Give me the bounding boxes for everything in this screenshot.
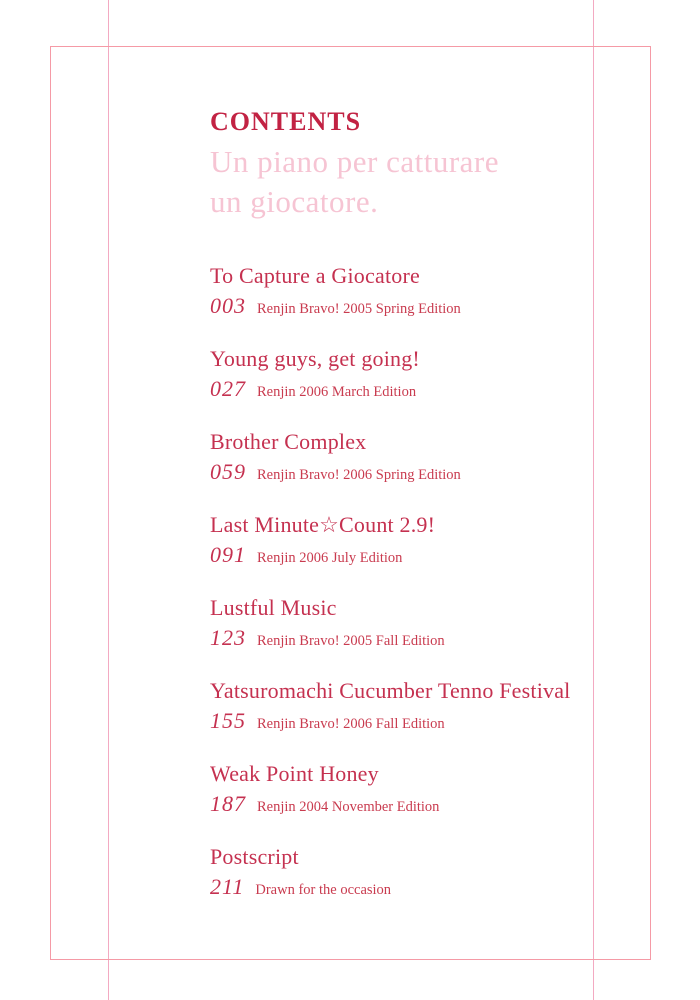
subtitle-line-1: Un piano per catturare [210, 144, 500, 179]
chapter-meta [210, 542, 630, 571]
page-number: 091 [210, 542, 246, 567]
toc-entry [210, 843, 630, 903]
chapter-meta [210, 874, 630, 903]
subtitle-line-2: un giocatore. [210, 184, 379, 219]
source-edition: Renjin Bravo! 2005 Fall Edition [257, 633, 445, 649]
chapter-meta [210, 459, 630, 488]
toc-list [210, 262, 630, 903]
source-edition: Renjin Bravo! 2006 Spring Edition [257, 467, 461, 483]
chapter-title: Yatsuromachi Cucumber Tenno Festival [210, 678, 571, 703]
toc-entry [210, 345, 630, 405]
page-number: 123 [210, 625, 246, 650]
toc-entry [210, 262, 630, 322]
page-title: CONTENTS [210, 107, 362, 136]
source-edition: Renjin 2006 July Edition [257, 550, 403, 566]
chapter-title: Lustful Music [210, 595, 337, 620]
subtitle [210, 142, 630, 222]
page-number: 003 [210, 293, 246, 318]
page-number: 155 [210, 708, 246, 733]
page-number: 211 [210, 874, 245, 899]
toc-entry [210, 760, 630, 820]
chapter-title: Postscript [210, 844, 299, 869]
source-edition: Drawn for the occasion [255, 882, 392, 898]
toc-entry [210, 428, 630, 488]
chapter-meta [210, 376, 630, 405]
chapter-title: Weak Point Honey [210, 761, 379, 786]
chapter-meta [210, 625, 630, 654]
source-edition: Renjin 2006 March Edition [257, 384, 417, 400]
toc-entry [210, 511, 630, 571]
toc-content [210, 106, 630, 926]
toc-entry [210, 594, 630, 654]
page-number: 059 [210, 459, 246, 484]
chapter-title: To Capture a Giocatore [210, 263, 420, 288]
page-number: 187 [210, 791, 246, 816]
chapter-meta [210, 293, 630, 322]
page-number: 027 [210, 376, 246, 401]
chapter-title: Young guys, get going! [210, 346, 420, 371]
source-edition: Renjin 2004 November Edition [257, 799, 440, 815]
chapter-meta [210, 708, 630, 737]
source-edition: Renjin Bravo! 2005 Spring Edition [257, 301, 461, 317]
chapter-title: Brother Complex [210, 429, 367, 454]
chapter-meta [210, 791, 630, 820]
source-edition: Renjin Bravo! 2006 Fall Edition [257, 716, 445, 732]
chapter-title: Last Minute☆Count 2.9! [210, 512, 436, 537]
toc-entry [210, 677, 630, 737]
